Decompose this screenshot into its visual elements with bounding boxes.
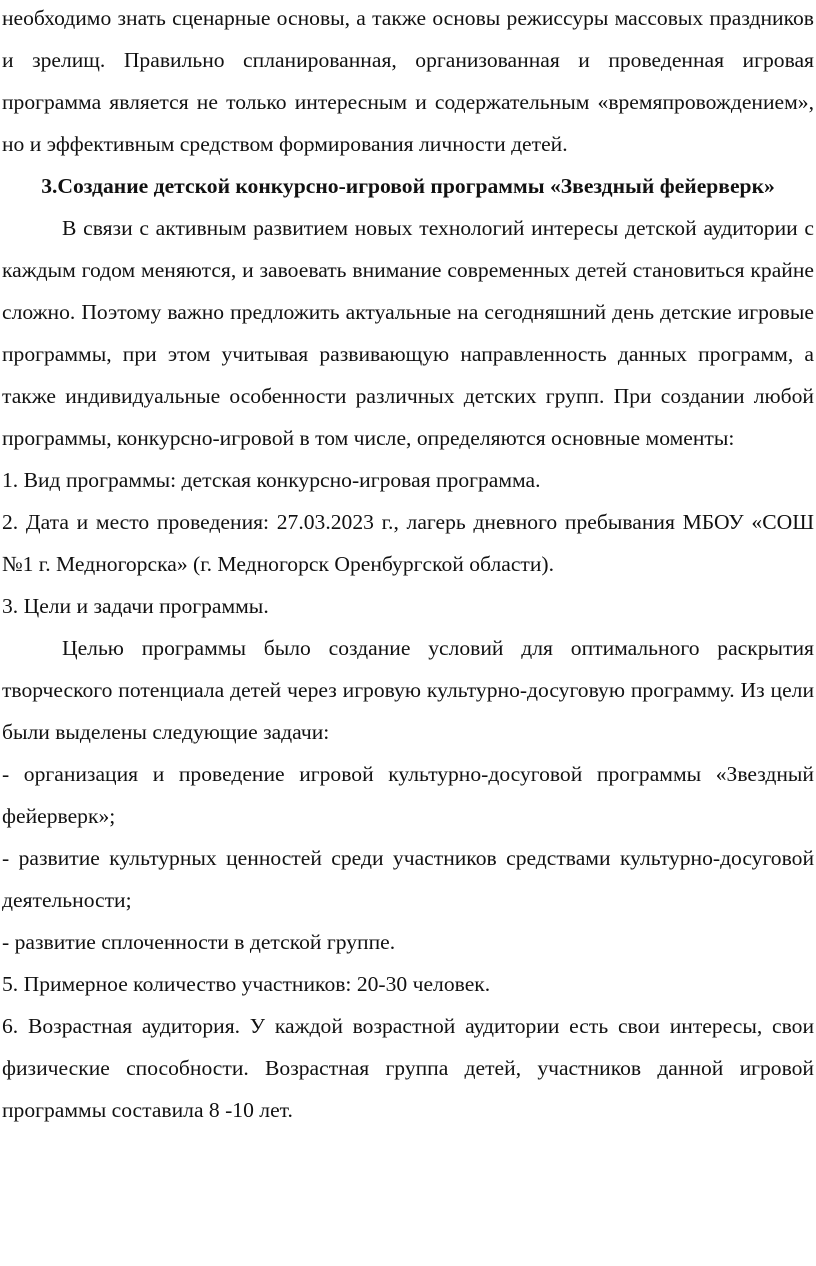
task-item-cohesion: - развитие сплоченности в детской группе. (2, 930, 396, 954)
list-item-age: 6. Возрастная аудитория. У каждой возрастной аудитории есть свои интересы, свои физические способности. Возрастная группа детей, участников данной игровой программы составила 8 -10 лет. (2, 1014, 814, 1122)
task-item-values: - развитие культурных ценностей среди участников средствами культурно-досуговой деятельности; (2, 846, 814, 912)
paragraph-intro: необходимо знать сценарные основы, а также основы режиссуры массовых праздников и зрелищ. Правильно спланированная, организованная и проведенная игровая программа является не только интересным и содержательным «времяпровождением», но и эффективным средством формирования личности детей. (2, 6, 814, 156)
list-item-goals: 3. Цели и задачи программы. (2, 594, 269, 618)
paragraph-context: В связи с активным развитием новых технологий интересы детской аудитории с каждым годом меняются, и завоевать внимание современных детей становиться крайне сложно. Поэтому важно предложить актуальные на сегодняшний день детские игровые программы, при этом учитывая развивающую направленность данных программ, а также индивидуальные особенности различных детских групп. При создании любой программы, конкурсно-игровой в том числе, определяются основные моменты: (2, 216, 814, 450)
list-item-date-place: 2. Дата и место проведения: 27.03.2023 г., лагерь дневного пребывания МБОУ «СОШ №1 г. Медногорска» (г. Медногорск Оренбургской области). (2, 510, 814, 576)
list-item-participants: 5. Примерное количество участников: 20-30 человек. (2, 972, 491, 996)
task-item-organization: - организация и проведение игровой культурно-досуговой программы «Звездный фейерверк»; (2, 762, 814, 828)
paragraph-goal: Целью программы было создание условий для оптимального раскрытия творческого потенциала детей через игровую культурно-досуговую программу. Из цели были выделены следующие задачи: (2, 636, 814, 744)
list-item-type: 1. Вид программы: детская конкурсно-игровая программа. (2, 468, 541, 492)
section-heading: 3.Создание детской конкурсно-игровой программы «Звездный фейерверк» (41, 174, 775, 198)
